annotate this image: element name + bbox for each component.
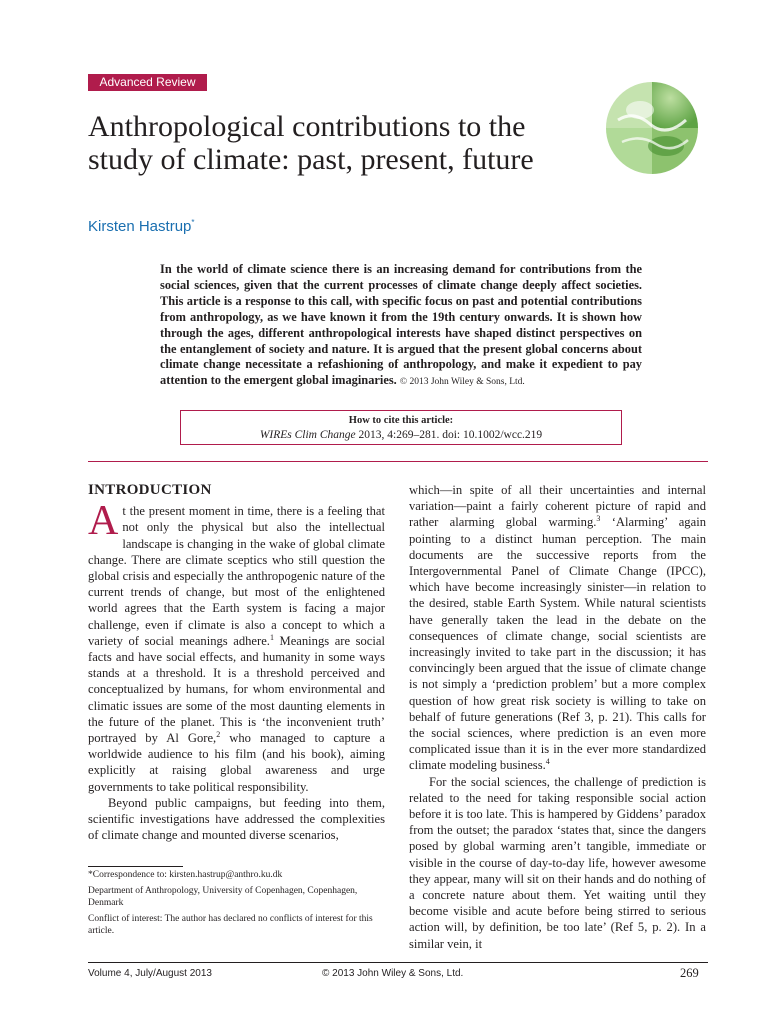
drop-cap: A <box>88 498 119 545</box>
page-number: 269 <box>680 966 699 980</box>
right-column <box>409 482 706 952</box>
footer-copyright: © 2013 John Wiley & Sons, Ltd. <box>322 968 464 979</box>
abstract <box>160 262 642 391</box>
footnote-divider <box>88 866 183 867</box>
ref-1[interactable]: 1 <box>269 632 274 642</box>
section-heading: INTRODUCTION <box>88 482 212 498</box>
intro-paragraph-2: Beyond public campaigns, but feeding into them, scientific investigations have addressed the complexities of climate change and mounted diverse scenarios, <box>88 795 385 843</box>
footnotes <box>88 869 385 941</box>
citation-label: How to cite this article: <box>348 415 454 426</box>
abstract-text: In the world of climate science there is an increasing demand for contributions from the social sciences, given that the current processes of climate change deeply affect societies. This article is a response to this call, with specific focus on past and potential contributions from anthropology, as we have known it from the 19th century onwards. It is shown how through the ages, different anthropological interests have shaped distinct perspectives on the entanglement of society and nature. It is argued that the present global concerns about climate change necessitate a refashioning of anthropology, and make it expedient to pay attention to the emergent global imaginaries. <box>160 262 642 388</box>
affiliation-note: Department of Anthropology, University of Copenhagen, Copenhagen, Denmark <box>88 886 358 908</box>
article-title: Anthropological contributions to the study of climate: past, present, future <box>88 110 534 176</box>
conflict-note: Conflict of interest: The author has declared no conflicts of interest for this article. <box>88 914 373 936</box>
intro-paragraph-1: At the present moment in time, there is a feeling that not only the physical but also the intellectual landscape is changing in the wake of global climate change. There are climate sceptics who still question the global crisis and especially the anthropogenic nature of the current trends of change, but most of the enlightened world agrees that the Earth system is facing a major challenge, even if climate is also a concept to which a variety of social meanings adhere.$^1$ Meanings are social facts and have social effects, and humanity in some ways stands at a threshold. It is a threshold perceived and conceptualized by humans, for whom environmental and climatic issues are some of the most daunting elements in the future of the planet. This is ‘the inconvenient truth’ portrayed by Al Gore,$^2$ who managed to capture a worldwide audience to his film (and his book), aiming explicitly at raising global awareness and urge governments to take political responsibility. <box>88 498 386 794</box>
ref-4[interactable]: 4 <box>545 757 550 767</box>
citation-box <box>180 410 622 445</box>
body-paragraph-2: For the social sciences, the challenge of prediction is related to the need for taking responsible social action before it is too late. This is hampered by Giddens’ paradox from the outset; the paradox ‘states that, since the dangers posed by global warming aren’t tangible, immediate or visible in the course of day-to-day life, however awesome they appear, many will sit on their hands and do nothing of a concrete nature about them. Yet waiting until they become visible and acute before being stirred to serious action will, by definition, be too late’ (Ref 5, p. 2). In a similar vein, it <box>409 774 706 951</box>
footer-volume: Volume 4, July/August 2013 <box>88 968 212 979</box>
author-footnote-mark: * <box>191 218 195 227</box>
abstract-copyright: © 2013 John Wiley & Sons, Ltd. <box>399 377 525 388</box>
header-divider <box>88 461 708 462</box>
correspondence-note[interactable]: *Correspondence to: kirsten.hastrup@anthro.ku.dk <box>88 870 283 880</box>
ref-2[interactable]: 2 <box>216 729 221 739</box>
ref-3[interactable]: 3 <box>596 514 601 524</box>
globe-logo-icon <box>604 80 700 176</box>
left-column <box>88 482 385 843</box>
citation-text[interactable]: WIREs Clim Change 2013, 4:269–281. doi: 10.1002/wcc.219 <box>259 429 543 441</box>
author-name[interactable]: Kirsten Hastrup* <box>88 218 195 235</box>
article-type-badge: Advanced Review <box>88 74 207 91</box>
body-paragraph-1: which—in spite of all their uncertainties and internal variation—paint a fairly coherent picture of rapid and rather alarming global warming.$^3$ ‘Alarming’ again pointing to a distinct human perception. The main documents are the successive reports from the Intergovernmental Panel of Climate Change (IPCC), which have become increasingly sinister—in relation to the desired, stable Earth System. While natural scientists have generally taken the lead in the debate on the consequences of climate change, social scientists are increasingly invited to take part in the discussion; it has convincingly been argued that the issue of climate change is not simply a ‘prediction problem’ but a more complex question of how great risk society is willing to take on behalf of future generations (Ref 3, p. 21). This calls for the social sciences, where prediction is an even more complicated issue than it is in the ever more standardized climate modeling business.$^4$ <box>409 483 706 773</box>
footer-divider <box>88 962 708 963</box>
